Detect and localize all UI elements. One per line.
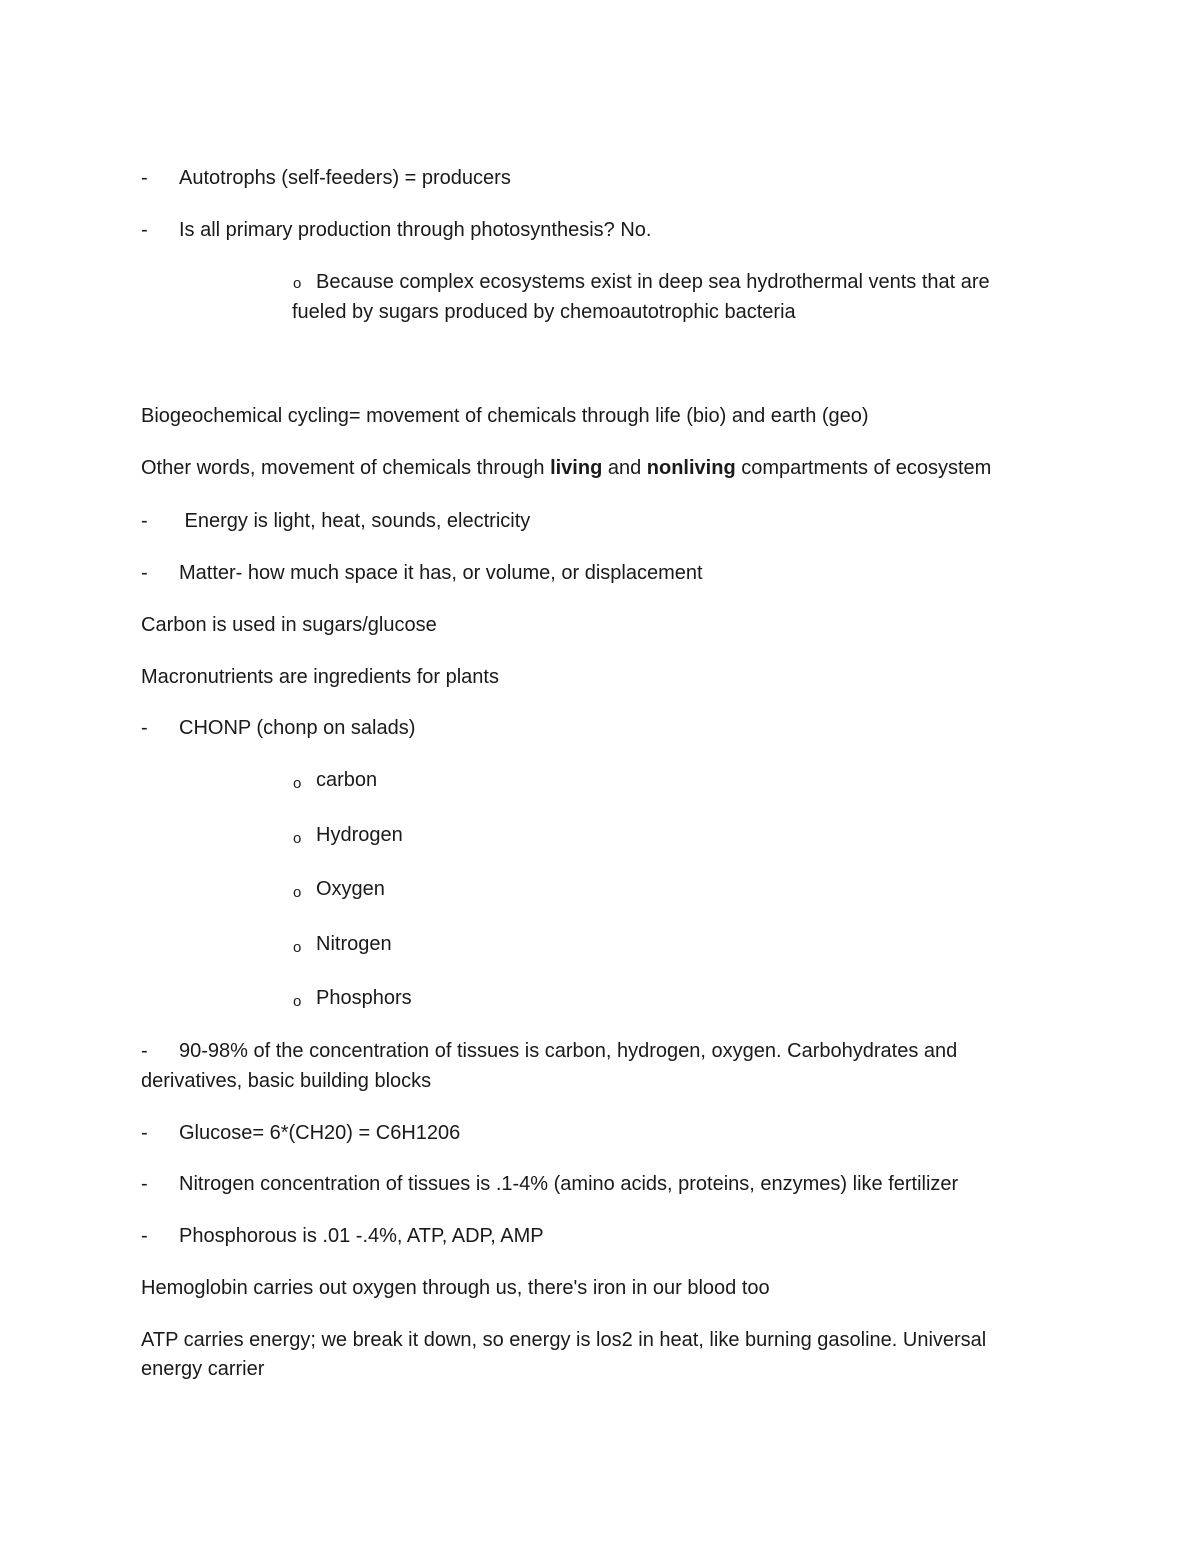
dash-bullet: -	[141, 717, 148, 739]
note-chonp: CHONP (chonp on salads)	[179, 717, 416, 739]
note-nitrogen-concentration: Nitrogen concentration of tissues is .1-4% (amino acids, proteins, enzymes) like fertilizer	[179, 1173, 959, 1195]
dash-bullet: -	[141, 1225, 148, 1247]
note-matter: Matter- how much space it has, or volume, or displacement	[179, 562, 703, 584]
sub-bullet: o	[293, 939, 302, 956]
note-other-words-mid: and	[602, 457, 647, 479]
sub-bullet: o	[293, 830, 302, 847]
note-hydrothermal-vents: Because complex ecosystems exist in deep sea hydrothermal vents that are	[316, 271, 990, 293]
note-primary-production: Is all primary production through photosynthesis? No.	[179, 219, 652, 241]
element-hydrogen: Hydrogen	[316, 824, 403, 846]
note-energy: Energy is light, heat, sounds, electricity	[179, 510, 531, 532]
note-concentration-tissues-cont: derivatives, basic building blocks	[141, 1070, 432, 1092]
dash-bullet: -	[141, 219, 148, 241]
dash-bullet: -	[141, 167, 148, 189]
dash-bullet: -	[141, 562, 148, 584]
note-phosphorous: Phosphorous is .01 -.4%, ATP, ADP, AMP	[179, 1225, 544, 1247]
dash-bullet: -	[141, 510, 148, 532]
element-carbon: carbon	[316, 769, 378, 791]
sub-bullet: o	[293, 993, 302, 1010]
note-carbon-sugars: Carbon is used in sugars/glucose	[141, 614, 437, 636]
element-nitrogen: Nitrogen	[316, 933, 392, 955]
bold-living: living	[550, 457, 603, 479]
element-oxygen: Oxygen	[316, 878, 385, 900]
element-phosphors: Phosphors	[316, 987, 412, 1009]
bold-nonliving: nonliving	[646, 457, 736, 479]
note-other-words-post: compartments of ecosystem	[735, 457, 992, 479]
sub-bullet: o	[293, 884, 302, 901]
note-other-words-pre: Other words, movement of chemicals through	[141, 457, 551, 479]
note-glucose: Glucose= 6*(CH20) = C6H1206	[179, 1122, 461, 1144]
dash-bullet: -	[141, 1122, 148, 1144]
note-hydrothermal-vents-cont: fueled by sugars produced by chemoautotrophic bacteria	[292, 301, 796, 323]
sub-bullet: o	[293, 775, 302, 792]
note-autotrophs: Autotrophs (self-feeders) = producers	[179, 167, 511, 189]
dash-bullet: -	[141, 1173, 148, 1195]
note-atp-cont: energy carrier	[141, 1358, 265, 1380]
note-biogeochemical-cycling: Biogeochemical cycling= movement of chemicals through life (bio) and earth (geo)	[141, 405, 869, 427]
note-other-words	[141, 453, 991, 483]
note-hemoglobin: Hemoglobin carries out oxygen through us, there's iron in our blood too	[141, 1277, 770, 1299]
note-concentration-tissues: 90-98% of the concentration of tissues is carbon, hydrogen, oxygen. Carbohydrates and	[179, 1040, 958, 1062]
sub-bullet: o	[293, 275, 302, 292]
note-macronutrients: Macronutrients are ingredients for plants	[141, 666, 499, 688]
note-atp: ATP carries energy; we break it down, so energy is los2 in heat, like burning gasoline. Universal	[141, 1329, 987, 1351]
dash-bullet: -	[141, 1040, 148, 1062]
